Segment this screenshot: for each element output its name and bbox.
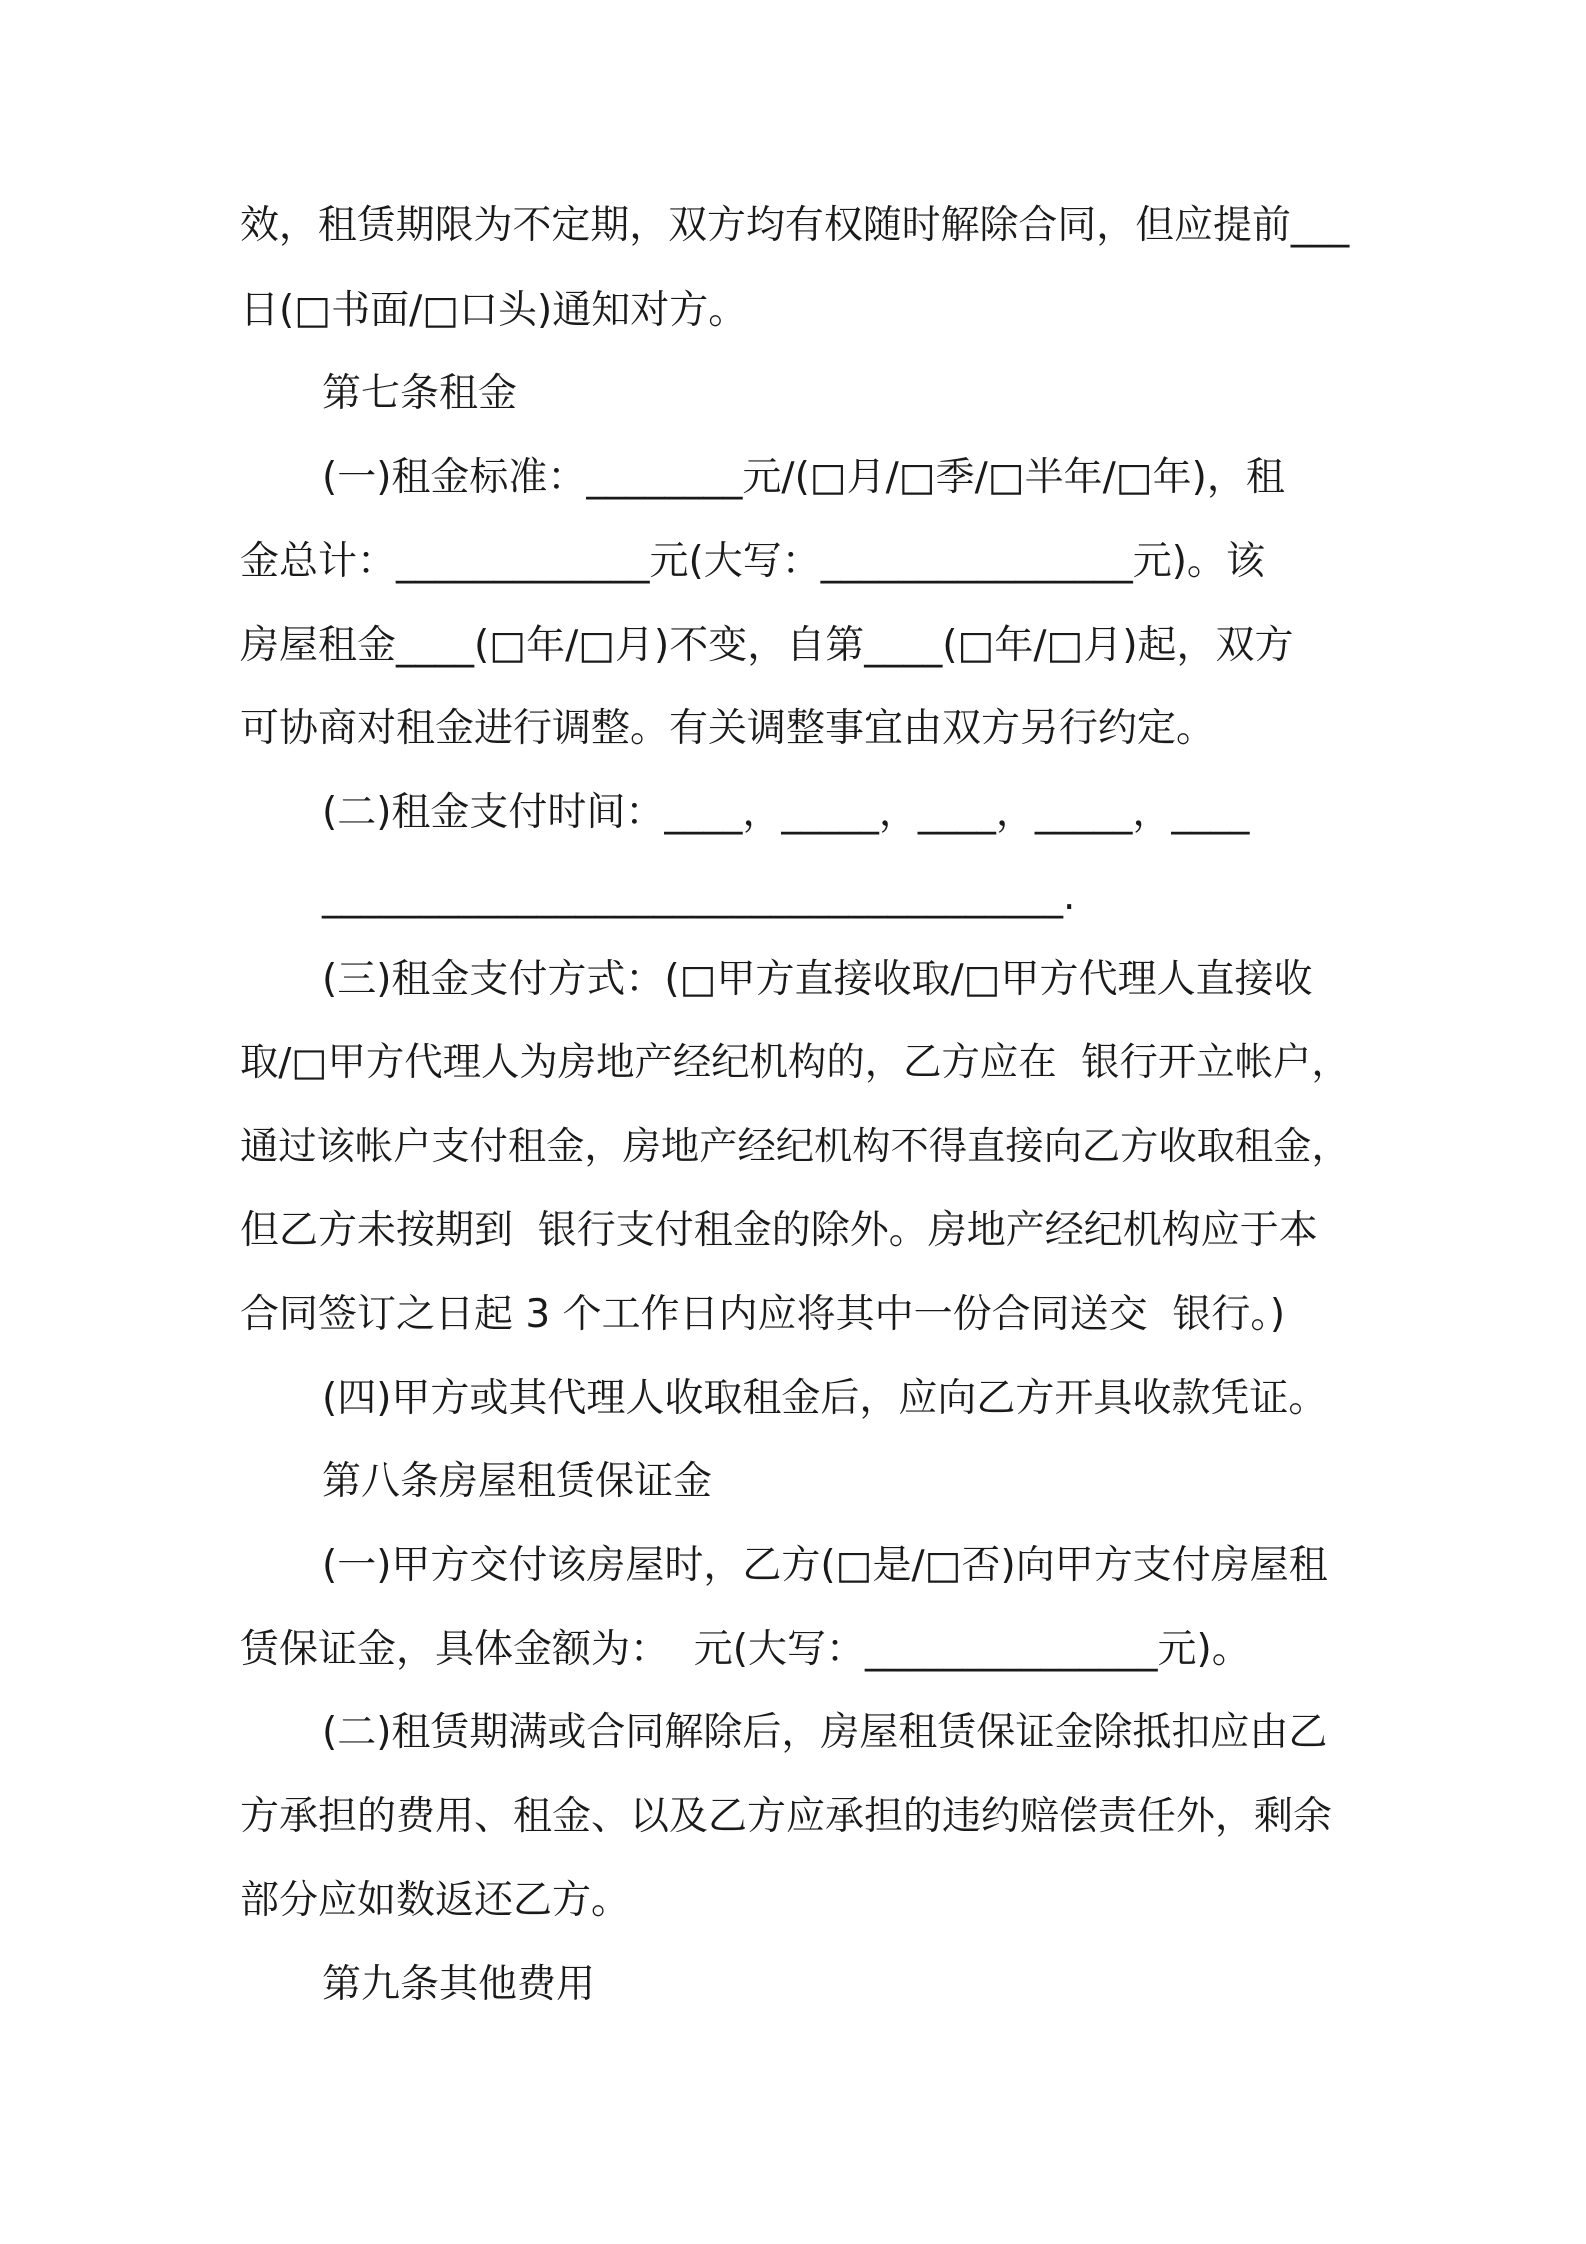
text-line-11: 取/□甲方代理人为房地产经纪机构的，乙方应在 银行开立帐户，: [240, 1040, 1350, 1085]
text-line-21: 部分应如数返还乙方。: [240, 1878, 631, 1923]
text-line-10: (三)租金支付方式：(□甲方直接收取/□甲方代理人直接收: [322, 957, 1313, 1002]
section-heading-article-7: 第七条租金: [322, 371, 518, 416]
text-line-20: 方承担的费用、租金、以及乙方应承担的违约赔偿责任外，剩余: [240, 1794, 1333, 1839]
text-line-6: 房屋租金____(□年/□月)不变，自第____(□年/□月)起，双方: [240, 623, 1294, 668]
text-line-18: 赁保证金，具体金额为： 元(大写：_______________元)。: [240, 1627, 1251, 1672]
text-line-15: (四)甲方或其代理人收取租金后，应向乙方开具收款凭证。: [322, 1376, 1328, 1421]
text-line-17: (一)甲方交付该房屋时，乙方(□是/□否)向甲方支付房屋租: [322, 1543, 1328, 1588]
text-line-13: 但乙方未按期到 银行支付租金的除外。房地产经纪机构应于本: [240, 1208, 1318, 1253]
text-line-9: ______________________________________.: [322, 874, 1076, 919]
text-line-5: 金总计：_____________元(大写：________________元)。该: [240, 539, 1265, 584]
section-heading-article-8: 第八条房屋租赁保证金: [322, 1459, 713, 1504]
text-line-2: 日(□书面/□口头)通知对方。: [240, 288, 748, 333]
section-heading-article-9: 第九条其他费用: [322, 1962, 596, 2007]
text-line-14: 合同签订之日起 3 个工作日内应将其中一份合同送交 银行。): [240, 1292, 1286, 1337]
text-line-7: 可协商对租金进行调整。有关调整事宜由双方另行约定。: [240, 706, 1216, 751]
text-line-12: 通过该帐户支付租金，房地产经纪机构不得直接向乙方收取租金，: [240, 1124, 1350, 1169]
text-line-1: 效，租赁期限为不定期，双方均有权随时解除合同，但应提前___: [240, 203, 1350, 248]
text-line-19: (二)租赁期满或合同解除后，房屋租赁保证金除抵扣应由乙: [322, 1710, 1328, 1755]
text-line-4: (一)租金标准：________元/(□月/□季/□半年/□年)，租: [322, 455, 1285, 500]
text-line-8: (二)租金支付时间：____，_____，____，_____，____: [322, 790, 1250, 835]
